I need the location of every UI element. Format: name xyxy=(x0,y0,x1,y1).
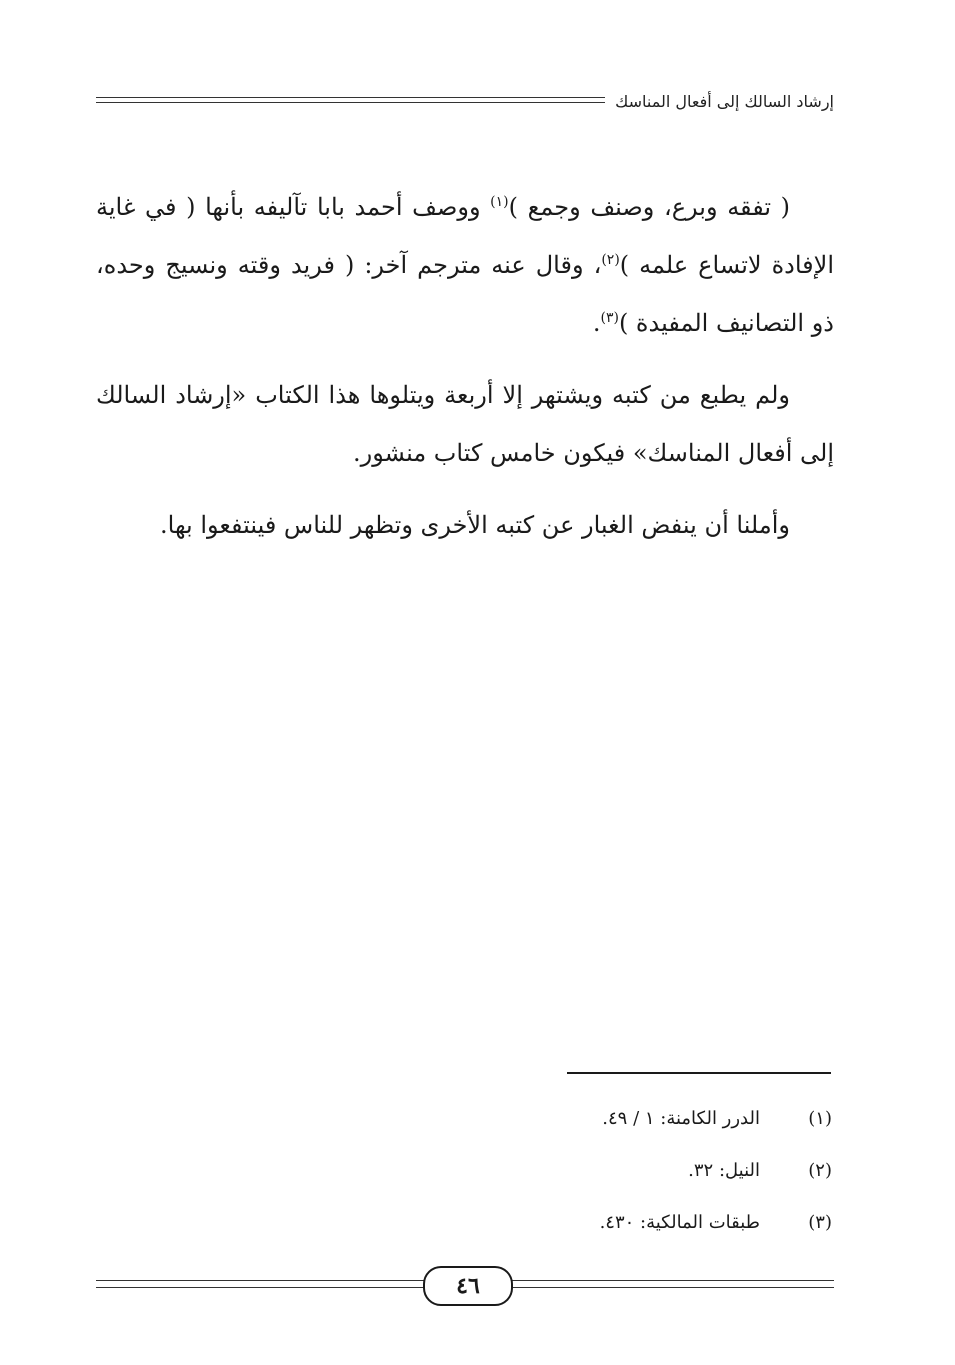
footnote-text: الدرر الكامنة: ١ / ٤٩. xyxy=(602,1107,760,1129)
paragraph-1 xyxy=(96,178,834,352)
text-run: ، وقال عنه مترجم آخر: ( فريد وقته ونسيج وحده، ذو التصانيف المفيدة ) xyxy=(96,251,834,337)
main-text xyxy=(96,178,834,568)
text-run: ( تفقه وبرع، وصنف وجمع ) xyxy=(508,193,790,221)
footnote-ref-3: (٣) xyxy=(600,310,619,326)
footnote-2 xyxy=(500,1144,832,1196)
footnote-separator xyxy=(567,1072,831,1074)
footnote-ref-2: (٢) xyxy=(601,252,620,268)
footnote-number: (١) xyxy=(808,1107,832,1129)
paragraph-3: وأملنا أن ينفض الغبار عن كتبه الأخرى وتظهر للناس فينتفعوا بها. xyxy=(160,511,790,539)
running-title: إرشاد السالك إلى أفعال المناسك xyxy=(615,91,834,111)
page-number: ٤٦ xyxy=(423,1266,513,1306)
footnote-1 xyxy=(500,1092,832,1144)
text-run: . xyxy=(592,309,601,337)
header-rule xyxy=(96,97,605,105)
footnote-3 xyxy=(500,1196,832,1248)
footnote-number: (٣) xyxy=(808,1211,832,1233)
footnote-text: طبقات المالكية: ٤٣٠. xyxy=(599,1211,760,1233)
footnotes xyxy=(500,1092,832,1248)
paragraph-2: ولم يطبع من كتبه ويشتهر إلا أربعة ويتلوها هذا الكتاب «إرشاد السالك إلى أفعال المناسك» فيكون خامس كتاب منشور. xyxy=(96,381,834,467)
footnote-number: (٢) xyxy=(808,1159,832,1181)
running-header xyxy=(96,88,834,114)
text-run: ووصف أحمد بابا تآليفه بأنها ( في غاية الإفادة لاتساع علمه ) xyxy=(96,193,834,279)
footnote-text: النيل: ٣٢. xyxy=(688,1159,760,1181)
footnote-ref-1: (١) xyxy=(490,194,509,210)
